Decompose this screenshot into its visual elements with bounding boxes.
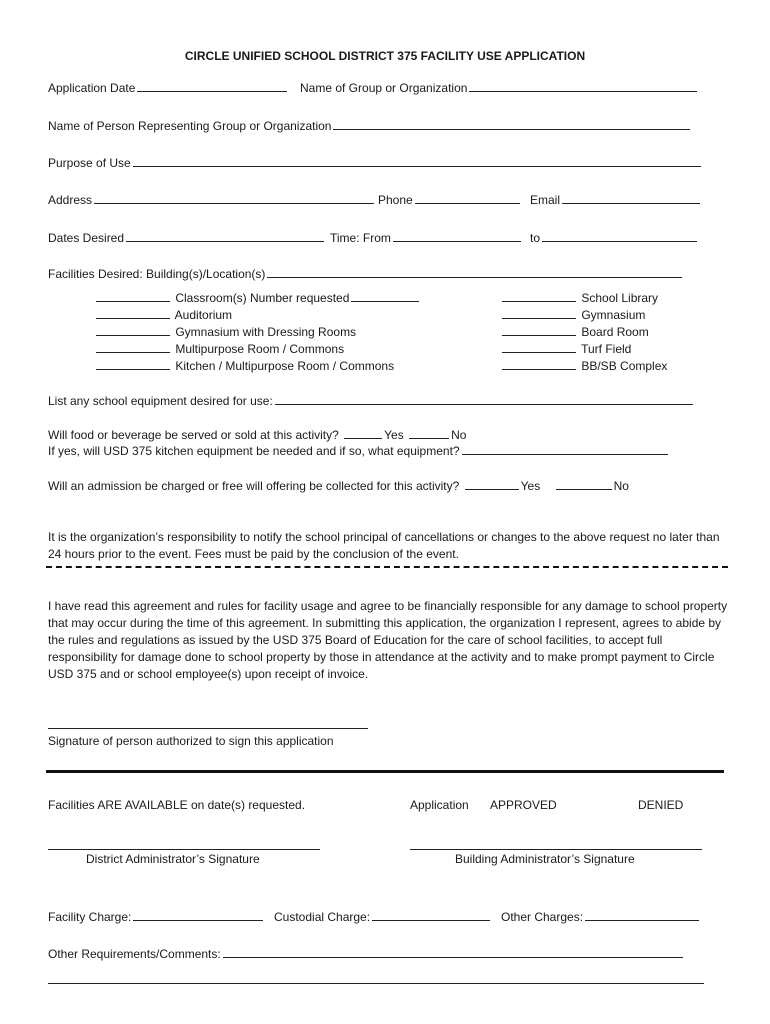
email-label: Email [530,193,561,207]
dates-desired-label: Dates Desired [48,231,125,245]
dates-desired-field[interactable] [126,230,324,242]
facility-checkbox[interactable] [502,358,576,370]
facility-checkbox[interactable] [96,341,170,353]
representative-row [48,118,692,133]
facility-charge-field[interactable] [133,909,263,921]
application-date-row [48,80,289,95]
other-charges-label: Other Charges: [501,910,584,924]
food-row [48,427,466,442]
time-from-field[interactable] [393,230,521,242]
facility-label: School Library [581,291,659,305]
food-yes-label: Yes [384,428,404,442]
time-to-row [530,230,699,245]
group-name-label: Name of Group or Organization [300,81,468,95]
section-divider [46,770,724,773]
facility-item [500,358,667,373]
facility-checkbox[interactable] [96,358,170,370]
admission-no-field[interactable] [556,478,612,490]
facility-label: Auditorium [174,308,233,322]
facility-checkbox[interactable] [96,324,170,336]
kitchen-equipment-field[interactable] [462,443,668,455]
facility-item [94,307,232,322]
denied-option[interactable]: DENIED [638,798,684,812]
food-no-field[interactable] [409,427,449,439]
facility-checkbox[interactable] [96,290,170,302]
signature-line[interactable] [48,727,368,729]
purpose-label: Purpose of Use [48,156,131,170]
facility-charge-row [48,909,265,924]
equipment-label: List any school equipment desired for use: [48,394,273,408]
dates-row [48,230,326,245]
representative-field[interactable] [333,118,690,130]
group-name-field[interactable] [469,80,697,92]
admission-no-label: No [613,479,629,493]
admission-question: Will an admission be charged or free will offering be collected for this activity? [48,479,460,493]
facility-label: Classroom(s) Number requested [175,291,350,305]
purpose-row [48,155,703,170]
purpose-field[interactable] [133,155,701,167]
address-row [48,192,376,207]
building-signature-label: Building Administrator’s Signature [455,852,635,866]
application-date-field[interactable] [137,80,287,92]
time-from-label: Time: From [330,231,391,245]
facility-checkbox[interactable] [502,307,576,319]
facility-label: Board Room [581,325,649,339]
facility-checkbox[interactable] [502,341,576,353]
facility-label: Kitchen / Multipurpose Room / Commons [175,359,395,373]
district-signature-label: District Administrator’s Signature [86,852,260,866]
facility-item [500,324,649,339]
application-label: Application [410,798,469,812]
other-requirements-label: Other Requirements/Comments: [48,947,221,961]
building-signature-line[interactable] [410,848,702,850]
kitchen-question: If yes, will USD 375 kitchen equipment be needed and if so, what equipment? [48,444,460,458]
facilities-desired-label: Facilities Desired: Building(s)/Location(s) [48,267,266,281]
representative-label: Name of Person Representing Group or Organization [48,119,332,133]
email-row [530,192,702,207]
address-field[interactable] [94,192,374,204]
facility-checkbox[interactable] [502,324,576,336]
other-charges-field[interactable] [585,909,699,921]
other-requirements-row [48,946,685,961]
facility-label: Turf Field [581,342,632,356]
other-requirements-field[interactable] [223,946,683,958]
facility-label: Gymnasium with Dressing Rooms [175,325,357,339]
facility-item [94,324,356,339]
facility-charge-label: Facility Charge: [48,910,132,924]
facility-checkbox[interactable] [96,307,170,319]
facility-item [500,290,658,305]
time-to-field[interactable] [542,230,697,242]
facility-item [94,290,421,305]
equipment-field[interactable] [275,393,693,405]
admission-yes-label: Yes [520,479,541,493]
facility-item [500,307,645,322]
notice-paragraph: It is the organization’s responsibility to notify the school principal of cancellations or changes to the above request no later than 24 hours prior to the event. Fees must be paid by the conclusion of the event. [48,530,720,561]
time-from-row [330,230,523,245]
classroom-count-field[interactable] [351,290,419,302]
facilities-row [48,266,684,281]
admission-yes-field[interactable] [465,478,519,490]
signature-label: Signature of person authorized to sign this application [48,734,334,748]
food-yes-field[interactable] [344,427,382,439]
facility-label: Gymnasium [581,308,646,322]
facility-item [94,358,394,373]
address-label: Address [48,193,93,207]
phone-row [378,192,522,207]
food-no-label: No [451,428,467,442]
available-label: Facilities ARE AVAILABLE on date(s) requested. [48,798,306,812]
facility-checkbox[interactable] [502,290,576,302]
equipment-row [48,393,695,408]
phone-field[interactable] [415,192,520,204]
facility-label: BB/SB Complex [581,359,668,373]
other-charges-row [501,909,701,924]
phone-label: Phone [378,193,413,207]
time-to-label: to [530,231,541,245]
application-date-label: Application Date [48,81,136,95]
facility-item [500,341,631,356]
approved-option[interactable]: APPROVED [490,798,557,812]
admission-row [48,478,629,493]
custodial-charge-row [274,909,492,924]
facility-item [94,341,344,356]
facility-label: Multipurpose Room / Commons [175,342,345,356]
agreement-paragraph: I have read this agreement and rules for facility usage and agree to be financially responsible for any damage to school property that may occur during the time of this agreement. In submitting this application, the organization I represent, agrees to abide by the rules and regulations as issued by the USD 375 Board of Education for the care of school facilities, to accept full responsibility for damage done to school property by those in attendance at the activity and to make prompt payment to Circle USD 375 and or school employee(s) upon receipt of invoice. [48,599,728,681]
district-signature-line[interactable] [48,848,320,850]
custodial-charge-field[interactable] [372,909,490,921]
food-question: Will food or beverage be served or sold at this activity? [48,428,339,442]
dashed-divider [46,566,728,568]
comments-line[interactable] [48,982,704,984]
custodial-charge-label: Custodial Charge: [274,910,371,924]
kitchen-row [48,443,670,458]
group-name-row [300,80,699,95]
facilities-desired-field[interactable] [267,266,682,278]
page-title: CIRCLE UNIFIED SCHOOL DISTRICT 375 FACILITY USE APPLICATION [184,49,586,63]
email-field[interactable] [562,192,700,204]
